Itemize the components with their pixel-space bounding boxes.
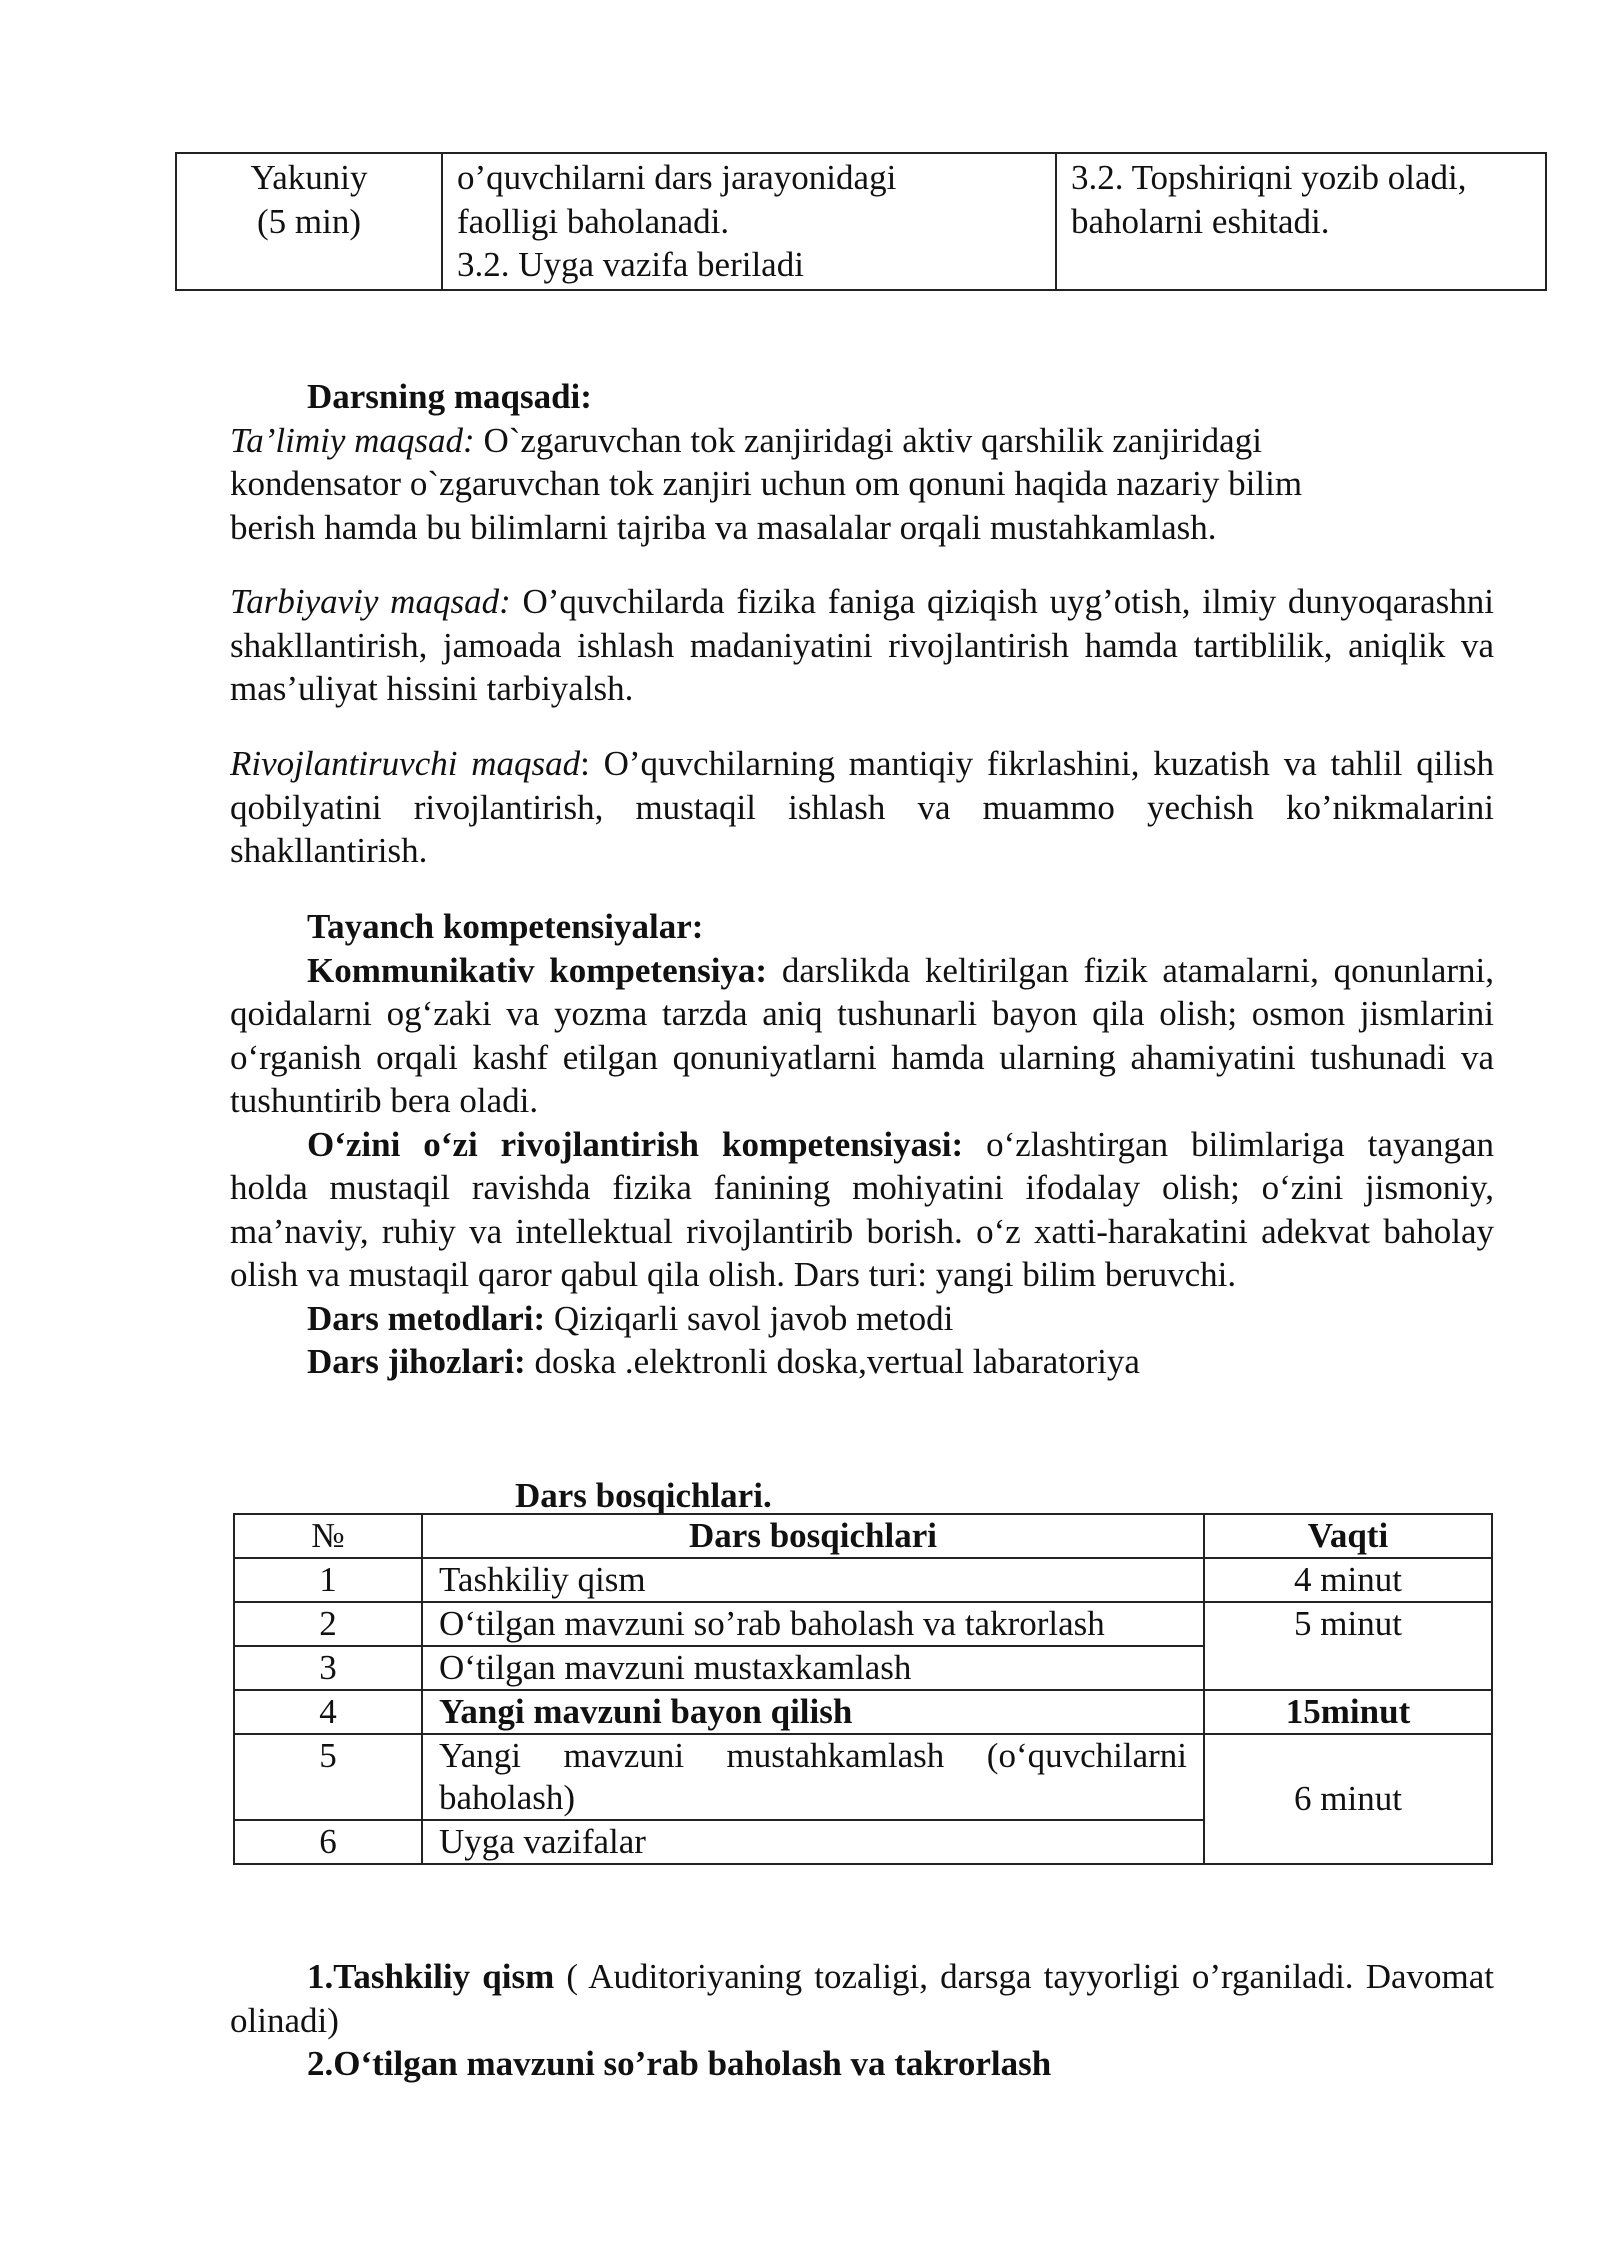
self-development-label: O‘zini o‘zi rivojlantirish kompetensiyasi: bbox=[307, 1124, 964, 1164]
table-header-row bbox=[234, 1514, 1492, 1558]
table-row bbox=[234, 1602, 1492, 1646]
student-activity-line: 3.2. Topshiriqni yozib oladi, bbox=[1071, 158, 1467, 197]
developmental-goal-text: O’quvchilarning mantiqiy fikrlashini, kuzatish va tahlil qilish qobilyatini rivojlantirish, mustaqil ishlash va muammo yechish ko’nikmalarini shakllantirish. bbox=[230, 744, 1494, 870]
lesson-methods bbox=[230, 1297, 1494, 1341]
row-time: 15minut bbox=[1204, 1690, 1492, 1734]
row-time: 4 minut bbox=[1204, 1558, 1492, 1602]
row-num: 2 bbox=[234, 1602, 422, 1646]
goals-heading: Darsning maqsadi: bbox=[307, 377, 592, 416]
equipment-label: Dars jihozlari: bbox=[307, 1342, 526, 1381]
row-stage: Tashkiliy qism bbox=[422, 1558, 1204, 1602]
upbringing-goal bbox=[230, 580, 1494, 711]
communicative-label: Kommunikativ kompetensiya: bbox=[307, 950, 768, 990]
row-num: 5 bbox=[234, 1734, 422, 1820]
student-activity-line: baholarni eshitadi. bbox=[1071, 201, 1330, 241]
upbringing-goal-label: Tarbiyaviy maqsad: bbox=[230, 582, 511, 621]
row-stage: Uyga vazifalar bbox=[422, 1820, 1204, 1864]
header-num: № bbox=[234, 1514, 422, 1558]
stage-duration: (5 min) bbox=[256, 201, 361, 241]
student-activity-cell bbox=[1056, 153, 1546, 290]
competencies-section bbox=[230, 905, 1494, 1384]
table-row bbox=[234, 1734, 1492, 1820]
self-development-competency bbox=[230, 1123, 1494, 1297]
table-row bbox=[234, 1690, 1492, 1734]
teacher-activity-line: o’quvchilarni dars jarayonidagi bbox=[457, 158, 897, 197]
upbringing-goal-text: O’quvchilarda fizika faniga qiziqish uyg’otish, ilmiy dunyoqarashni shakllantirish, jamoada ishlash madaniyatini rivojlantirish hamda tartiblilik, aniqlik va mas’uliyat hissini tarbiyalsh. bbox=[230, 582, 1494, 708]
goals-section bbox=[230, 375, 1494, 549]
teacher-activity-line: faolligi baholanadi. bbox=[457, 201, 730, 241]
row-stage: Yangi mavzuni bayon qilish bbox=[422, 1690, 1204, 1734]
communicative-competency bbox=[230, 949, 1494, 1123]
developmental-goal-label: Rivojlantiruvchi maqsad bbox=[230, 744, 581, 783]
stages-title: Dars bosqichlari. bbox=[515, 1476, 772, 1515]
section-2-label: 2.O‘tilgan mavzuni so’rab baholash va takrorlash bbox=[307, 2044, 1052, 2083]
educational-goal-text: kondensator o`zgaruvchan tok zanjiri uchun om qonuni haqida nazariy bilim bbox=[230, 464, 1303, 503]
developmental-goal-colon: : bbox=[580, 744, 590, 783]
row-stage: Yangi mavzuni mustahkamlash (o‘quvchilarni baholash) bbox=[422, 1734, 1204, 1820]
row-num: 3 bbox=[234, 1646, 422, 1690]
teacher-activity-cell bbox=[442, 153, 1056, 290]
row-stage: O‘tilgan mavzuni so’rab baholash va takrorlash bbox=[422, 1602, 1204, 1646]
table-row bbox=[234, 1558, 1492, 1602]
header-time: Vaqti bbox=[1204, 1514, 1492, 1558]
methods-text: Qiziqarli savol javob metodi bbox=[545, 1298, 954, 1338]
section-1-label: 1.Tashkiliy qism bbox=[307, 1957, 555, 1996]
competencies-heading: Tayanch kompetensiyalar: bbox=[307, 907, 704, 946]
teacher-activity-line: 3.2. Uyga vazifa beriladi bbox=[457, 245, 804, 284]
header-stage: Dars bosqichlari bbox=[422, 1514, 1204, 1558]
section-1-text: ( Auditoriyaning tozaligi, darsga tayyorligi o’rganiladi. Davomat olinadi) bbox=[230, 1957, 1494, 2040]
row-stage: O‘tilgan mavzuni mustaxkamlash bbox=[422, 1646, 1204, 1690]
row-time: 5 minut bbox=[1204, 1602, 1492, 1690]
table-row bbox=[176, 153, 1546, 290]
row-time: 6 minut bbox=[1204, 1734, 1492, 1864]
educational-goal bbox=[230, 419, 1494, 550]
section-organizational bbox=[230, 1955, 1494, 2042]
methods-label: Dars metodlari: bbox=[307, 1298, 546, 1338]
educational-goal-text: berish hamda bu bilimlarni tajriba va masalalar orqali mustahkamlash. bbox=[230, 507, 1217, 547]
row-num: 1 bbox=[234, 1558, 422, 1602]
lesson-sections bbox=[230, 1955, 1494, 2086]
self-development-text: o‘zlashtirgan bilimlariga tayangan holda mustaqil ravishda fizika fanining mohiyatini ifodalay olish; o‘zini jismoniy, ma’naviy, ruhiy va intellektual rivojlantirib borish. o‘z xatti-harakatini adekvat baholay olish va mustaqil qaror qabul qila olish. Dars turi: yangi bilim beruvchi. bbox=[230, 1124, 1494, 1294]
row-num: 6 bbox=[234, 1820, 422, 1864]
stage-name: Yakuniy bbox=[250, 158, 368, 197]
developmental-goal bbox=[230, 742, 1494, 873]
row-num: 4 bbox=[234, 1690, 422, 1734]
communicative-text: darslikda keltirilgan fizik atamalarni, qonunlarni, qoidalarni og‘zaki va yozma tarzda aniq tushunarli bayon qila olish; osmon jismlarini o‘rganish orqali kashf etilgan qonuniyatlarni hamda ularning ahamiyatini tushunadi va tushuntirib bera oladi. bbox=[230, 950, 1494, 1120]
lesson-equipment bbox=[230, 1340, 1494, 1384]
equipment-text: doska .elektronli doska,vertual labaratoriya bbox=[525, 1342, 1140, 1381]
final-stage-table bbox=[175, 152, 1547, 291]
educational-goal-label: Ta’limiy maqsad: bbox=[230, 420, 475, 460]
stages-table bbox=[233, 1513, 1493, 1865]
educational-goal-text: O`zgaruvchan tok zanjiridagi aktiv qarshilik zanjiridagi bbox=[474, 420, 1262, 460]
stage-cell bbox=[176, 153, 442, 290]
